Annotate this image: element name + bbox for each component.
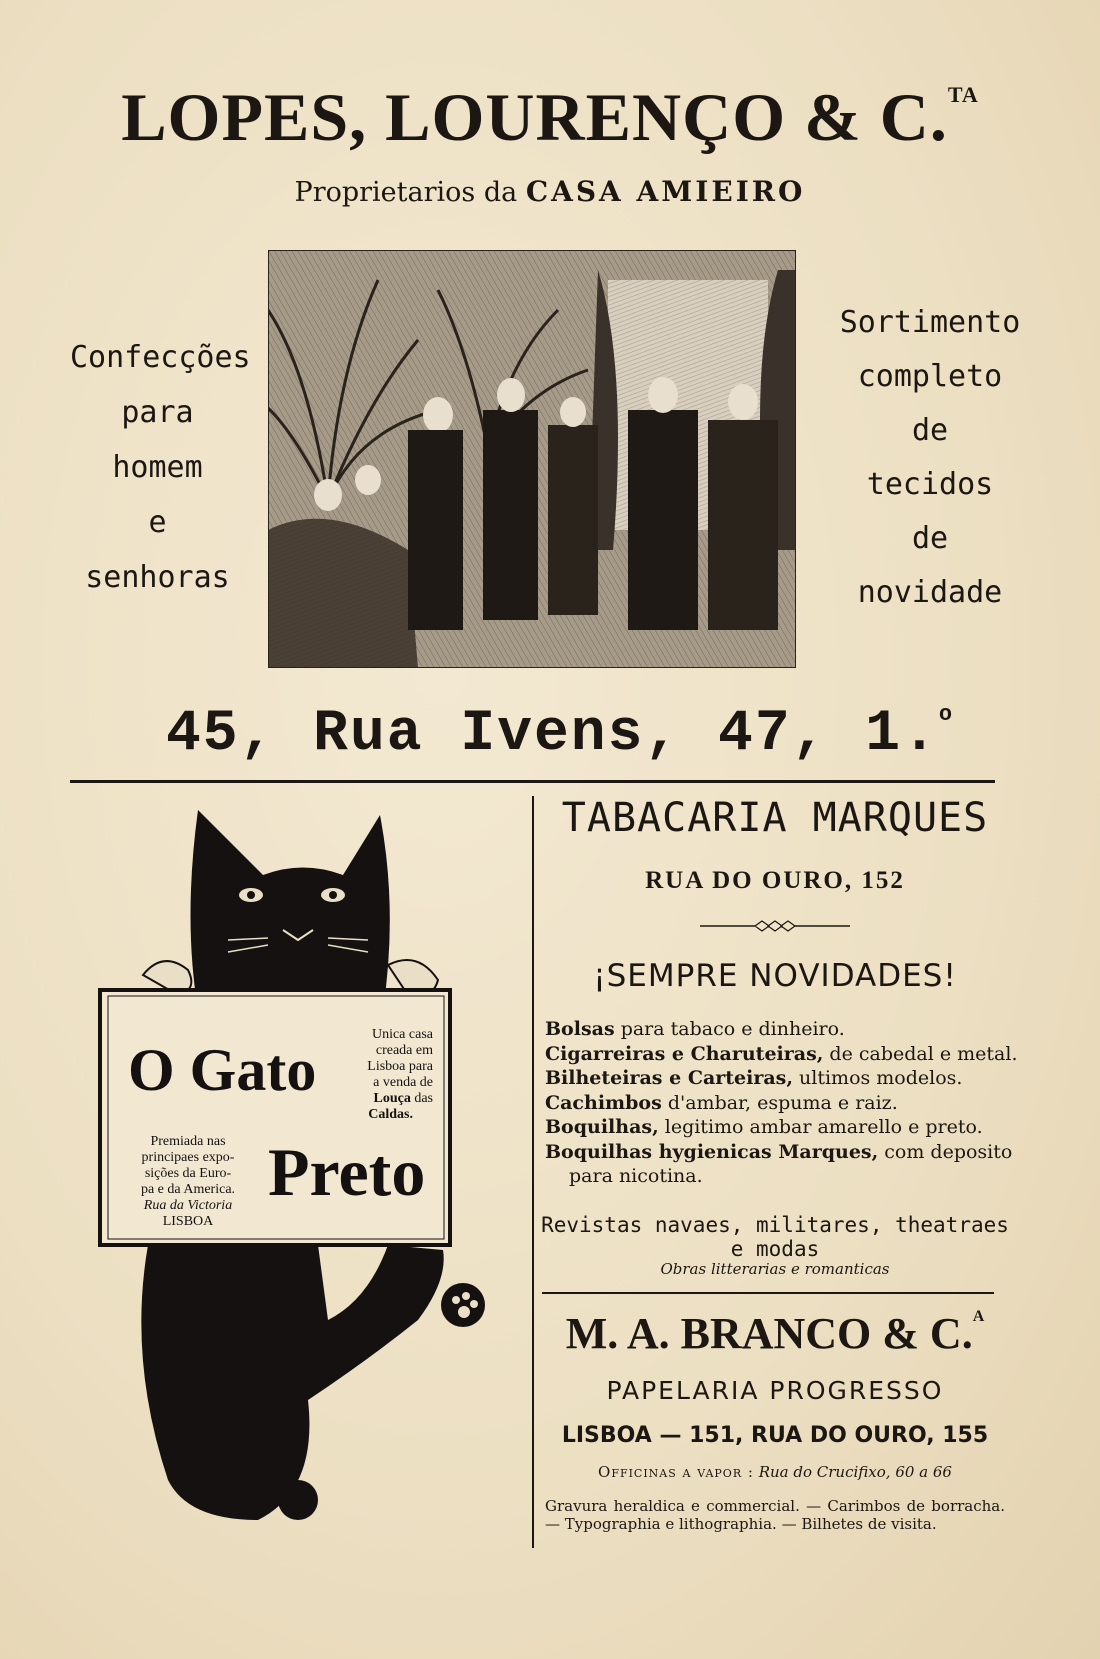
gato-preto-ad: [88, 800, 508, 1535]
company-subtitle: Proprietarios da CASA AMIEIRO: [294, 175, 806, 208]
list-item: Boquilhas hygienicas Marques, com deposito: [545, 1140, 1013, 1163]
gato-award-line: Premiada nas: [150, 1134, 226, 1149]
gato-side-line: Lisboa para: [367, 1059, 433, 1074]
branco-subtitle: PAPELARIA PROGRESSO: [606, 1376, 944, 1405]
list-item: Boquilhas, legitimo ambar amarello e preto.: [545, 1116, 983, 1138]
list-item: Bolsas para tabaco e dinheiro.: [545, 1018, 845, 1040]
shop-address: 45, Rua Ivens, 47, 1.$^o$: [165, 702, 955, 767]
gato-side-line: a venda de: [373, 1075, 433, 1090]
gato-side-bold: Caldas.: [368, 1107, 413, 1122]
gato-side-bold: Louça: [373, 1091, 411, 1106]
gato-side-line: Unica casa: [371, 1027, 433, 1042]
tabacaria-slogan: ¡SEMPRE NOVIDADES!: [593, 958, 957, 994]
gato-award-line: sições da Euro-: [144, 1166, 232, 1181]
tabacaria-street: RUA DO OURO, 152: [645, 867, 905, 894]
right-tagline: Sortimento completo de tecidos de novidade: [839, 305, 1021, 610]
left-tagline: Confecções para homem e senhoras: [70, 340, 251, 595]
tabacaria-title: TABACARIA MARQUES: [561, 795, 989, 841]
gato-city: LISBOA: [162, 1214, 214, 1229]
tabacaria-product-list: [545, 1017, 1018, 1189]
gato-title-line2: Preto: [268, 1134, 426, 1210]
ad-divider: [542, 1292, 994, 1294]
list-item: Cachimbos d'ambar, espuma e raiz.: [545, 1091, 898, 1114]
cat-head-icon: [191, 810, 390, 1010]
cat-body-icon: [141, 1245, 443, 1520]
gato-award-line: principaes expo-: [141, 1150, 235, 1165]
branco-address: LISBOA — 151, RUA DO OURO, 155: [561, 1423, 989, 1448]
ornament-divider: [700, 916, 850, 936]
gato-award-line: pa e da America.: [140, 1182, 236, 1197]
tabacaria-revistas: Revistas navaes, militares, theatraes e modas: [541, 1213, 1009, 1261]
gato-title-line1: O Gato: [128, 1037, 317, 1103]
branco-title: M. A. BRANCO & C.$^A$: [565, 1308, 985, 1358]
list-item: Cigarreiras e Charuteiras, de cabedal e metal.: [545, 1042, 1018, 1065]
svg-text:Louça das: [373, 1091, 433, 1106]
branco-services: Gravura heraldica e commercial. — Carimbos de borracha. — Typographia e lithographia. — Bilhetes de visita.: [545, 1497, 1005, 1533]
list-item: Bilheteiras e Carteiras, ultimos modelos.: [545, 1067, 963, 1089]
gato-side-line: creada em: [375, 1043, 433, 1058]
tabacaria-obras: Obras litterarias e romanticas: [660, 1260, 890, 1278]
list-item-continuation: para nicotina.: [569, 1165, 703, 1187]
company-title: LOPES, LOURENÇO & C.$^{TA}$: [121, 79, 979, 155]
section-divider: [70, 780, 995, 783]
gato-street: Rua da Victoria: [143, 1198, 233, 1213]
column-divider: [532, 796, 534, 1548]
ballroom-engraving: [268, 250, 796, 668]
branco-officinas: Officinas a vapor : Rua do Crucifixo, 60 a 66: [598, 1463, 952, 1481]
gato-side-line: das: [410, 1091, 433, 1106]
